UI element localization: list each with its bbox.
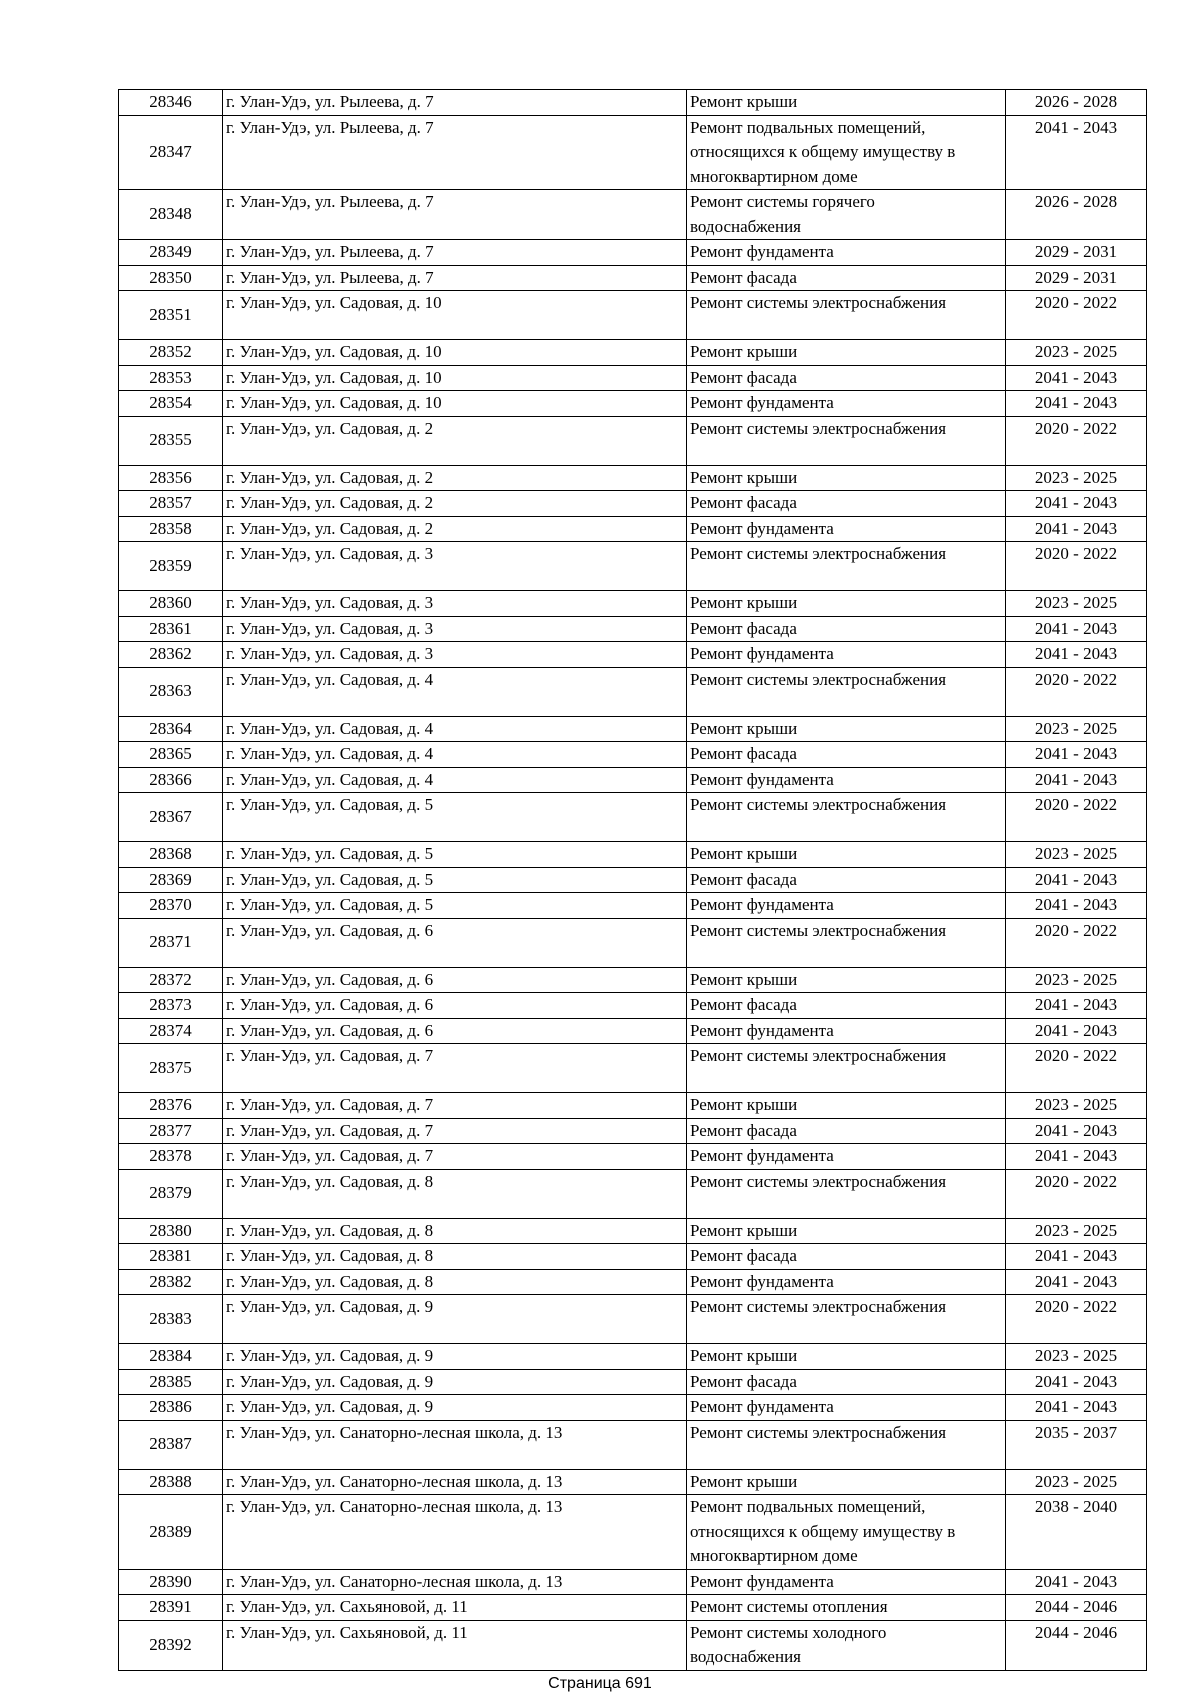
address-cell: г. Улан-Удэ, ул. Садовая, д. 4 xyxy=(223,716,687,742)
period-cell: 2044 - 2046 xyxy=(1006,1620,1147,1670)
row-number: 28390 xyxy=(119,1569,223,1595)
row-number: 28372 xyxy=(119,967,223,993)
address-cell: г. Улан-Удэ, ул. Рылеева, д. 7 xyxy=(223,240,687,266)
period-cell: 2041 - 2043 xyxy=(1006,1269,1147,1295)
address-cell: г. Улан-Удэ, ул. Садовая, д. 6 xyxy=(223,967,687,993)
work-type-cell: Ремонт системы электроснабжения xyxy=(687,918,1006,967)
work-type-cell: Ремонт системы электроснабжения xyxy=(687,1169,1006,1218)
row-number: 28358 xyxy=(119,516,223,542)
row-number: 28357 xyxy=(119,491,223,517)
works-table xyxy=(118,89,1147,1671)
address-cell: г. Улан-Удэ, ул. Санаторно-лесная школа, д. 13 xyxy=(223,1469,687,1495)
work-type-cell: Ремонт крыши xyxy=(687,340,1006,366)
work-type-cell: Ремонт фундамента xyxy=(687,1269,1006,1295)
period-cell: 2023 - 2025 xyxy=(1006,1093,1147,1119)
period-cell: 2023 - 2025 xyxy=(1006,1344,1147,1370)
table-row xyxy=(119,1595,1147,1621)
row-number: 28352 xyxy=(119,340,223,366)
row-number: 28376 xyxy=(119,1093,223,1119)
table-row xyxy=(119,591,1147,617)
table-row xyxy=(119,491,1147,517)
table-row xyxy=(119,918,1147,967)
work-type-cell: Ремонт системы электроснабжения xyxy=(687,667,1006,716)
work-type-cell: Ремонт фасада xyxy=(687,1369,1006,1395)
row-number: 28384 xyxy=(119,1344,223,1370)
table-row xyxy=(119,842,1147,868)
work-type-cell: Ремонт крыши xyxy=(687,1218,1006,1244)
address-cell: г. Улан-Удэ, ул. Садовая, д. 8 xyxy=(223,1244,687,1270)
period-cell: 2026 - 2028 xyxy=(1006,90,1147,116)
row-number: 28355 xyxy=(119,416,223,465)
period-cell: 2041 - 2043 xyxy=(1006,391,1147,417)
period-cell: 2041 - 2043 xyxy=(1006,742,1147,768)
address-cell: г. Улан-Удэ, ул. Садовая, д. 5 xyxy=(223,867,687,893)
address-cell: г. Улан-Удэ, ул. Садовая, д. 2 xyxy=(223,416,687,465)
table-row xyxy=(119,542,1147,591)
period-cell: 2041 - 2043 xyxy=(1006,1569,1147,1595)
row-number: 28387 xyxy=(119,1420,223,1469)
period-cell: 2041 - 2043 xyxy=(1006,616,1147,642)
work-type-cell: Ремонт фундамента xyxy=(687,642,1006,668)
table-row xyxy=(119,516,1147,542)
work-type-cell: Ремонт крыши xyxy=(687,1093,1006,1119)
period-cell: 2041 - 2043 xyxy=(1006,1118,1147,1144)
period-cell: 2023 - 2025 xyxy=(1006,591,1147,617)
work-type-cell: Ремонт крыши xyxy=(687,716,1006,742)
address-cell: г. Улан-Удэ, ул. Садовая, д. 5 xyxy=(223,893,687,919)
address-cell: г. Улан-Удэ, ул. Садовая, д. 9 xyxy=(223,1369,687,1395)
period-cell: 2041 - 2043 xyxy=(1006,365,1147,391)
address-cell: г. Улан-Удэ, ул. Сахьяновой, д. 11 xyxy=(223,1595,687,1621)
address-cell: г. Улан-Удэ, ул. Сахьяновой, д. 11 xyxy=(223,1620,687,1670)
address-cell: г. Улан-Удэ, ул. Санаторно-лесная школа, д. 13 xyxy=(223,1569,687,1595)
table-row xyxy=(119,993,1147,1019)
work-type-cell: Ремонт системы электроснабжения xyxy=(687,1044,1006,1093)
work-type-cell: Ремонт крыши xyxy=(687,591,1006,617)
period-cell: 2023 - 2025 xyxy=(1006,1469,1147,1495)
period-cell: 2020 - 2022 xyxy=(1006,1044,1147,1093)
page-number: Страница 691 xyxy=(548,1675,652,1692)
table-row xyxy=(119,1093,1147,1119)
period-cell: 2020 - 2022 xyxy=(1006,918,1147,967)
table-row xyxy=(119,742,1147,768)
table-row xyxy=(119,1144,1147,1170)
address-cell: г. Улан-Удэ, ул. Садовая, д. 6 xyxy=(223,993,687,1019)
address-cell: г. Улан-Удэ, ул. Садовая, д. 10 xyxy=(223,365,687,391)
table-row xyxy=(119,1269,1147,1295)
row-number: 28371 xyxy=(119,918,223,967)
period-cell: 2020 - 2022 xyxy=(1006,1295,1147,1344)
table-row xyxy=(119,365,1147,391)
address-cell: г. Улан-Удэ, ул. Санаторно-лесная школа, д. 13 xyxy=(223,1495,687,1570)
table-row xyxy=(119,1244,1147,1270)
address-cell: г. Улан-Удэ, ул. Рылеева, д. 7 xyxy=(223,265,687,291)
table-row xyxy=(119,767,1147,793)
table-row xyxy=(119,1620,1147,1670)
address-cell: г. Улан-Удэ, ул. Садовая, д. 7 xyxy=(223,1144,687,1170)
period-cell: 2041 - 2043 xyxy=(1006,516,1147,542)
table-row xyxy=(119,190,1147,240)
row-number: 28350 xyxy=(119,265,223,291)
period-cell: 2041 - 2043 xyxy=(1006,1018,1147,1044)
work-type-cell: Ремонт фундамента xyxy=(687,391,1006,417)
row-number: 28346 xyxy=(119,90,223,116)
work-type-cell: Ремонт крыши xyxy=(687,465,1006,491)
period-cell: 2020 - 2022 xyxy=(1006,416,1147,465)
row-number: 28362 xyxy=(119,642,223,668)
address-cell: г. Улан-Удэ, ул. Садовая, д. 2 xyxy=(223,491,687,517)
address-cell: г. Улан-Удэ, ул. Садовая, д. 5 xyxy=(223,793,687,842)
period-cell: 2041 - 2043 xyxy=(1006,1395,1147,1421)
address-cell: г. Улан-Удэ, ул. Садовая, д. 4 xyxy=(223,742,687,768)
row-number: 28377 xyxy=(119,1118,223,1144)
table-row xyxy=(119,1420,1147,1469)
row-number: 28374 xyxy=(119,1018,223,1044)
work-type-cell: Ремонт системы горячего водоснабжения xyxy=(687,190,1006,240)
row-number: 28366 xyxy=(119,767,223,793)
address-cell: г. Улан-Удэ, ул. Садовая, д. 2 xyxy=(223,516,687,542)
row-number: 28385 xyxy=(119,1369,223,1395)
period-cell: 2044 - 2046 xyxy=(1006,1595,1147,1621)
table-row xyxy=(119,1569,1147,1595)
address-cell: г. Улан-Удэ, ул. Садовая, д. 9 xyxy=(223,1395,687,1421)
address-cell: г. Улан-Удэ, ул. Садовая, д. 6 xyxy=(223,918,687,967)
table-row xyxy=(119,616,1147,642)
work-type-cell: Ремонт крыши xyxy=(687,1469,1006,1495)
table-row xyxy=(119,115,1147,190)
row-number: 28370 xyxy=(119,893,223,919)
work-type-cell: Ремонт фундамента xyxy=(687,1569,1006,1595)
work-type-cell: Ремонт системы электроснабжения xyxy=(687,542,1006,591)
period-cell: 2020 - 2022 xyxy=(1006,291,1147,340)
row-number: 28359 xyxy=(119,542,223,591)
work-type-cell: Ремонт фундамента xyxy=(687,240,1006,266)
row-number: 28369 xyxy=(119,867,223,893)
period-cell: 2029 - 2031 xyxy=(1006,265,1147,291)
address-cell: г. Улан-Удэ, ул. Садовая, д. 10 xyxy=(223,391,687,417)
row-number: 28365 xyxy=(119,742,223,768)
address-cell: г. Улан-Удэ, ул. Садовая, д. 3 xyxy=(223,591,687,617)
work-type-cell: Ремонт фундамента xyxy=(687,516,1006,542)
period-cell: 2041 - 2043 xyxy=(1006,115,1147,190)
work-type-cell: Ремонт системы холодного водоснабжения xyxy=(687,1620,1006,1670)
row-number: 28356 xyxy=(119,465,223,491)
row-number: 28391 xyxy=(119,1595,223,1621)
address-cell: г. Улан-Удэ, ул. Садовая, д. 5 xyxy=(223,842,687,868)
work-type-cell: Ремонт фасада xyxy=(687,265,1006,291)
table-row xyxy=(119,1118,1147,1144)
table-row xyxy=(119,716,1147,742)
work-type-cell: Ремонт системы электроснабжения xyxy=(687,1295,1006,1344)
period-cell: 2041 - 2043 xyxy=(1006,491,1147,517)
table-row xyxy=(119,391,1147,417)
address-cell: г. Улан-Удэ, ул. Садовая, д. 8 xyxy=(223,1218,687,1244)
work-type-cell: Ремонт системы электроснабжения xyxy=(687,416,1006,465)
address-cell: г. Улан-Удэ, ул. Садовая, д. 9 xyxy=(223,1344,687,1370)
row-number: 28386 xyxy=(119,1395,223,1421)
period-cell: 2029 - 2031 xyxy=(1006,240,1147,266)
address-cell: г. Улан-Удэ, ул. Садовая, д. 4 xyxy=(223,767,687,793)
work-type-cell: Ремонт системы отопления xyxy=(687,1595,1006,1621)
work-type-cell: Ремонт системы электроснабжения xyxy=(687,793,1006,842)
period-cell: 2023 - 2025 xyxy=(1006,340,1147,366)
period-cell: 2020 - 2022 xyxy=(1006,1169,1147,1218)
work-type-cell: Ремонт подвальных помещений, относящихся к общему имуществу в многоквартирном доме xyxy=(687,115,1006,190)
address-cell: г. Улан-Удэ, ул. Рылеева, д. 7 xyxy=(223,115,687,190)
address-cell: г. Улан-Удэ, ул. Садовая, д. 7 xyxy=(223,1093,687,1119)
row-number: 28364 xyxy=(119,716,223,742)
period-cell: 2041 - 2043 xyxy=(1006,1144,1147,1170)
table-row xyxy=(119,1495,1147,1570)
work-type-cell: Ремонт фундамента xyxy=(687,893,1006,919)
table-row xyxy=(119,1395,1147,1421)
row-number: 28380 xyxy=(119,1218,223,1244)
table-row xyxy=(119,1295,1147,1344)
work-type-cell: Ремонт крыши xyxy=(687,90,1006,116)
row-number: 28388 xyxy=(119,1469,223,1495)
period-cell: 2041 - 2043 xyxy=(1006,1244,1147,1270)
work-type-cell: Ремонт фасада xyxy=(687,491,1006,517)
table-row xyxy=(119,1344,1147,1370)
address-cell: г. Улан-Удэ, ул. Садовая, д. 3 xyxy=(223,616,687,642)
table-row xyxy=(119,1369,1147,1395)
row-number: 28375 xyxy=(119,1044,223,1093)
address-cell: г. Улан-Удэ, ул. Садовая, д. 7 xyxy=(223,1044,687,1093)
work-type-cell: Ремонт фасада xyxy=(687,616,1006,642)
table-row xyxy=(119,265,1147,291)
address-cell: г. Улан-Удэ, ул. Садовая, д. 10 xyxy=(223,340,687,366)
address-cell: г. Улан-Удэ, ул. Санаторно-лесная школа, д. 13 xyxy=(223,1420,687,1469)
work-type-cell: Ремонт крыши xyxy=(687,967,1006,993)
period-cell: 2041 - 2043 xyxy=(1006,893,1147,919)
table-row xyxy=(119,867,1147,893)
row-number: 28363 xyxy=(119,667,223,716)
row-number: 28347 xyxy=(119,115,223,190)
table-row xyxy=(119,240,1147,266)
table-row xyxy=(119,642,1147,668)
table-row xyxy=(119,893,1147,919)
address-cell: г. Улан-Удэ, ул. Садовая, д. 2 xyxy=(223,465,687,491)
address-cell: г. Улан-Удэ, ул. Рылеева, д. 7 xyxy=(223,190,687,240)
address-cell: г. Улан-Удэ, ул. Садовая, д. 3 xyxy=(223,542,687,591)
table-row xyxy=(119,1469,1147,1495)
work-type-cell: Ремонт фасада xyxy=(687,1118,1006,1144)
work-type-cell: Ремонт фундамента xyxy=(687,1395,1006,1421)
work-type-cell: Ремонт подвальных помещений, относящихся к общему имуществу в многоквартирном доме xyxy=(687,1495,1006,1570)
row-number: 28360 xyxy=(119,591,223,617)
period-cell: 2020 - 2022 xyxy=(1006,793,1147,842)
address-cell: г. Улан-Удэ, ул. Садовая, д. 8 xyxy=(223,1169,687,1218)
row-number: 28353 xyxy=(119,365,223,391)
period-cell: 2020 - 2022 xyxy=(1006,542,1147,591)
work-type-cell: Ремонт фундамента xyxy=(687,767,1006,793)
row-number: 28382 xyxy=(119,1269,223,1295)
period-cell: 2020 - 2022 xyxy=(1006,667,1147,716)
table-row xyxy=(119,1169,1147,1218)
row-number: 28389 xyxy=(119,1495,223,1570)
row-number: 28349 xyxy=(119,240,223,266)
period-cell: 2041 - 2043 xyxy=(1006,642,1147,668)
work-type-cell: Ремонт фасада xyxy=(687,867,1006,893)
address-cell: г. Улан-Удэ, ул. Садовая, д. 9 xyxy=(223,1295,687,1344)
work-type-cell: Ремонт системы электроснабжения xyxy=(687,291,1006,340)
row-number: 28378 xyxy=(119,1144,223,1170)
work-type-cell: Ремонт фундамента xyxy=(687,1018,1006,1044)
row-number: 28367 xyxy=(119,793,223,842)
table-row xyxy=(119,1018,1147,1044)
address-cell: г. Улан-Удэ, ул. Рылеева, д. 7 xyxy=(223,90,687,116)
period-cell: 2023 - 2025 xyxy=(1006,1218,1147,1244)
work-type-cell: Ремонт фасада xyxy=(687,365,1006,391)
table-row xyxy=(119,967,1147,993)
row-number: 28354 xyxy=(119,391,223,417)
row-number: 28373 xyxy=(119,993,223,1019)
table-row xyxy=(119,340,1147,366)
address-cell: г. Улан-Удэ, ул. Садовая, д. 7 xyxy=(223,1118,687,1144)
work-type-cell: Ремонт фасада xyxy=(687,993,1006,1019)
period-cell: 2041 - 2043 xyxy=(1006,993,1147,1019)
work-type-cell: Ремонт крыши xyxy=(687,1344,1006,1370)
address-cell: г. Улан-Удэ, ул. Садовая, д. 3 xyxy=(223,642,687,668)
period-cell: 2026 - 2028 xyxy=(1006,190,1147,240)
row-number: 28381 xyxy=(119,1244,223,1270)
row-number: 28383 xyxy=(119,1295,223,1344)
work-type-cell: Ремонт фундамента xyxy=(687,1144,1006,1170)
period-cell: 2041 - 2043 xyxy=(1006,867,1147,893)
work-type-cell: Ремонт фасада xyxy=(687,742,1006,768)
period-cell: 2041 - 2043 xyxy=(1006,1369,1147,1395)
address-cell: г. Улан-Удэ, ул. Садовая, д. 8 xyxy=(223,1269,687,1295)
table-row xyxy=(119,793,1147,842)
table-body xyxy=(119,90,1147,1671)
row-number: 28348 xyxy=(119,190,223,240)
period-cell: 2035 - 2037 xyxy=(1006,1420,1147,1469)
table-row xyxy=(119,1218,1147,1244)
row-number: 28351 xyxy=(119,291,223,340)
table-row xyxy=(119,291,1147,340)
period-cell: 2038 - 2040 xyxy=(1006,1495,1147,1570)
table-row xyxy=(119,465,1147,491)
period-cell: 2023 - 2025 xyxy=(1006,465,1147,491)
address-cell: г. Улан-Удэ, ул. Садовая, д. 10 xyxy=(223,291,687,340)
row-number: 28361 xyxy=(119,616,223,642)
work-type-cell: Ремонт системы электроснабжения xyxy=(687,1420,1006,1469)
row-number: 28368 xyxy=(119,842,223,868)
work-type-cell: Ремонт фасада xyxy=(687,1244,1006,1270)
period-cell: 2023 - 2025 xyxy=(1006,842,1147,868)
address-cell: г. Улан-Удэ, ул. Садовая, д. 6 xyxy=(223,1018,687,1044)
period-cell: 2023 - 2025 xyxy=(1006,967,1147,993)
address-cell: г. Улан-Удэ, ул. Садовая, д. 4 xyxy=(223,667,687,716)
table-row xyxy=(119,667,1147,716)
row-number: 28392 xyxy=(119,1620,223,1670)
table-row xyxy=(119,416,1147,465)
work-type-cell: Ремонт крыши xyxy=(687,842,1006,868)
period-cell: 2041 - 2043 xyxy=(1006,767,1147,793)
period-cell: 2023 - 2025 xyxy=(1006,716,1147,742)
table-row xyxy=(119,1044,1147,1093)
row-number: 28379 xyxy=(119,1169,223,1218)
table-row xyxy=(119,90,1147,116)
